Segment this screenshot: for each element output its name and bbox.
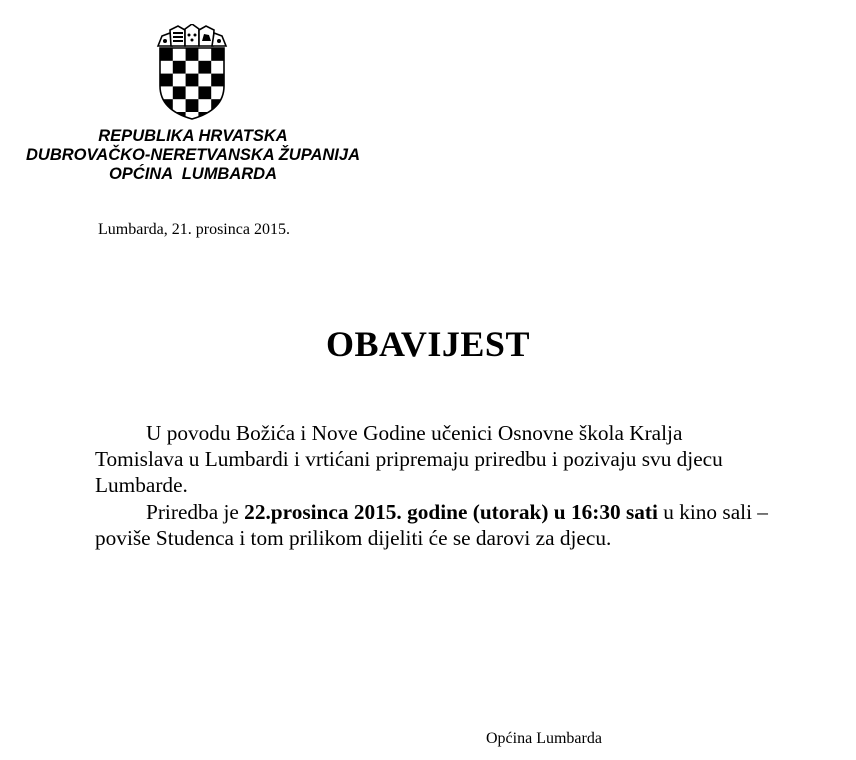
- document-date: Lumbarda, 21. prosinca 2015.: [98, 221, 290, 238]
- notice-body: [95, 420, 775, 551]
- crest-check-square: [198, 86, 211, 99]
- document-title: OBAVIJEST: [326, 324, 530, 364]
- paragraph-2: Priredba je 22.prosinca 2015. godine (utorak) u 16:30 sati u kino sali – poviše Studenca i tom prilikom dijeliti će se darovi za djecu.: [95, 499, 768, 550]
- crest-check-square: [186, 74, 199, 87]
- crest-check-square: [173, 86, 186, 99]
- header-county: DUBROVAČKO-NERETVANSKA ŽUPANIJA: [26, 146, 360, 164]
- crest-check-square: [186, 99, 199, 112]
- signature: Općina Lumbarda: [486, 730, 602, 747]
- header-municipality: OPĆINA LUMBARDA: [108, 165, 278, 183]
- crest-check-square: [173, 61, 186, 74]
- crest-check-square: [211, 48, 224, 61]
- crest-check-square: [211, 74, 224, 87]
- croatian-coat-of-arms-icon: [156, 24, 228, 120]
- issuer-header: [0, 127, 386, 184]
- event-date-time: 22.prosinca 2015. godine (utorak) u 16:30 sati: [244, 499, 658, 524]
- header-country: REPUBLIKA HRVATSKA: [98, 127, 288, 145]
- crest-check-square: [160, 74, 173, 87]
- paragraph-1: U povodu Božića i Nove Godine učenici Osnovne škola Kralja Tomislava u Lumbardi i vrtićani pripremaju priredbu i pozivaju svu djecu Lumbarde.: [95, 421, 723, 498]
- crest-check-square: [160, 48, 173, 61]
- crest-check-square: [186, 48, 199, 61]
- crest-check-square: [198, 61, 211, 74]
